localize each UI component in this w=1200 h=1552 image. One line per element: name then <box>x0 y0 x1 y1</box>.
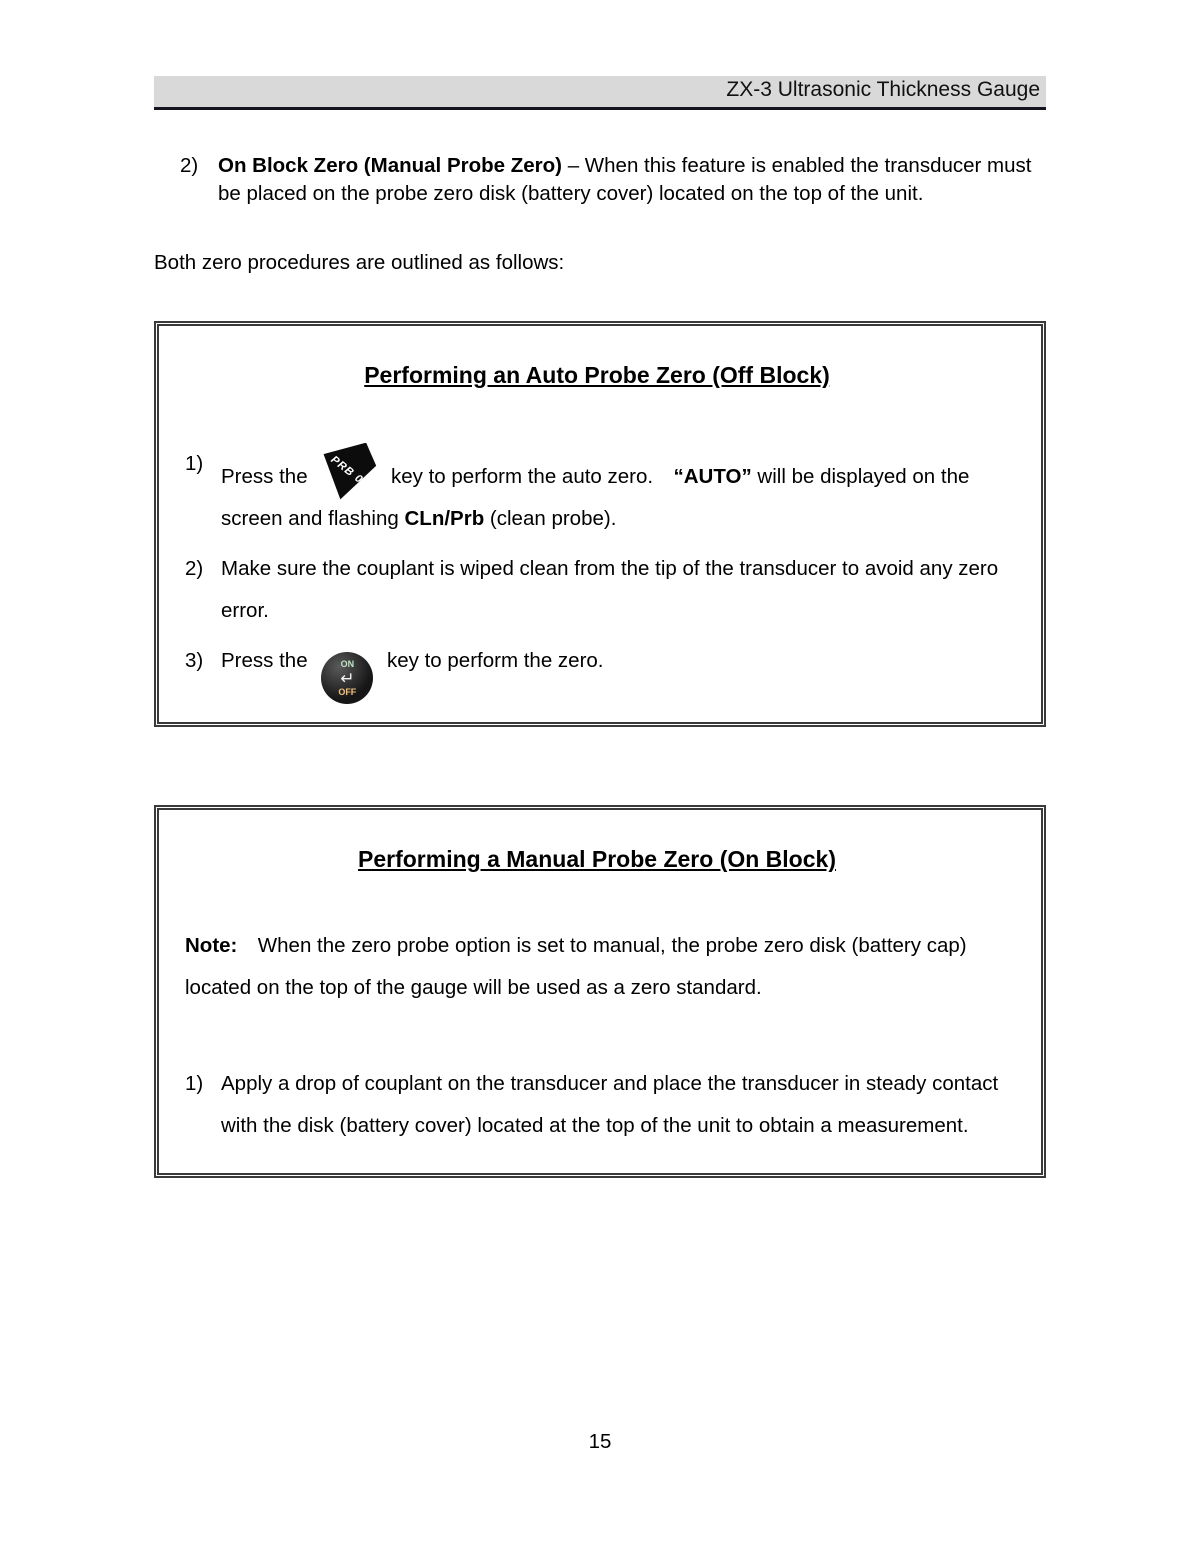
manual-box-title: Performing a Manual Probe Zero (On Block) <box>358 846 836 873</box>
prb0-key-icon <box>321 443 377 501</box>
manual-step-1-number: 1) <box>185 1072 204 1096</box>
intro-item-number: 2) <box>180 154 199 177</box>
header-title: ZX-3 Ultrasonic Thickness Gauge <box>726 78 1040 101</box>
manual-box-note <box>181 925 1013 1009</box>
auto-step-2-number: 2) <box>185 556 204 580</box>
manual-step-1-text: Apply a drop of couplant on the transducer and place the transducer in steady contact with the disk (battery cover) located at the top of the unit to obtain a measurement. <box>221 1072 999 1138</box>
auto-step-1-bold-auto: “AUTO” <box>673 464 752 488</box>
note-text: When the zero probe option is set to manual, the probe zero disk (battery cap) located on the top of the gauge will be used as a zero standard. <box>185 934 967 1000</box>
intro-list-item <box>154 152 1046 209</box>
page-content <box>154 0 1046 1178</box>
auto-step-3 <box>181 640 1013 697</box>
auto-step-3-after-icon: key to perform the zero. <box>387 648 604 672</box>
auto-step-1-bold-cln: CLn/Prb <box>404 506 485 530</box>
auto-box-steps <box>181 443 1013 697</box>
enter-arrow-icon: ↵ <box>340 668 355 688</box>
auto-step-1 <box>181 443 1013 540</box>
on-label: ON <box>340 658 355 669</box>
auto-step-1-end: (clean probe). <box>489 506 617 530</box>
page-header <box>154 76 1046 110</box>
auto-step-3-text <box>221 640 1013 697</box>
auto-step-1-after-icon: key to perform the auto zero. <box>391 464 654 488</box>
auto-step-1-mid: will be displayed on the screen and flashing <box>221 464 970 530</box>
auto-step-1-pre: Press the <box>221 464 308 488</box>
intro-item-text <box>218 152 1046 209</box>
note-label: Note: <box>185 934 238 958</box>
prb0-key-label: PRB 0 <box>328 453 366 486</box>
auto-step-1-text <box>221 443 1013 540</box>
auto-box-title: Performing an Auto Probe Zero (Off Block) <box>364 361 830 388</box>
auto-step-3-number: 3) <box>185 648 204 672</box>
intro-item-rest: – When this feature is enabled the transducer must be placed on the probe zero disk (battery cover) located on the top of the unit. <box>218 154 1032 206</box>
auto-step-2 <box>181 548 1013 632</box>
auto-step-1-number: 1) <box>185 451 204 475</box>
intro-item-bold: On Block Zero (Manual Probe Zero) <box>218 154 562 177</box>
off-label: OFF <box>338 686 357 697</box>
on-off-key-icon <box>321 652 373 704</box>
auto-step-2-text: Make sure the couplant is wiped clean from the tip of the transducer to avoid any zero error. <box>221 556 999 622</box>
manual-probe-zero-box <box>154 805 1046 1178</box>
auto-probe-zero-box <box>154 321 1046 728</box>
spacer <box>181 1009 1013 1055</box>
manual-step-1 <box>181 1063 1013 1147</box>
page-number: 15 <box>588 1430 612 1453</box>
lead-line: Both zero procedures are outlined as follows: <box>154 250 565 274</box>
auto-step-3-pre: Press the <box>221 648 308 672</box>
